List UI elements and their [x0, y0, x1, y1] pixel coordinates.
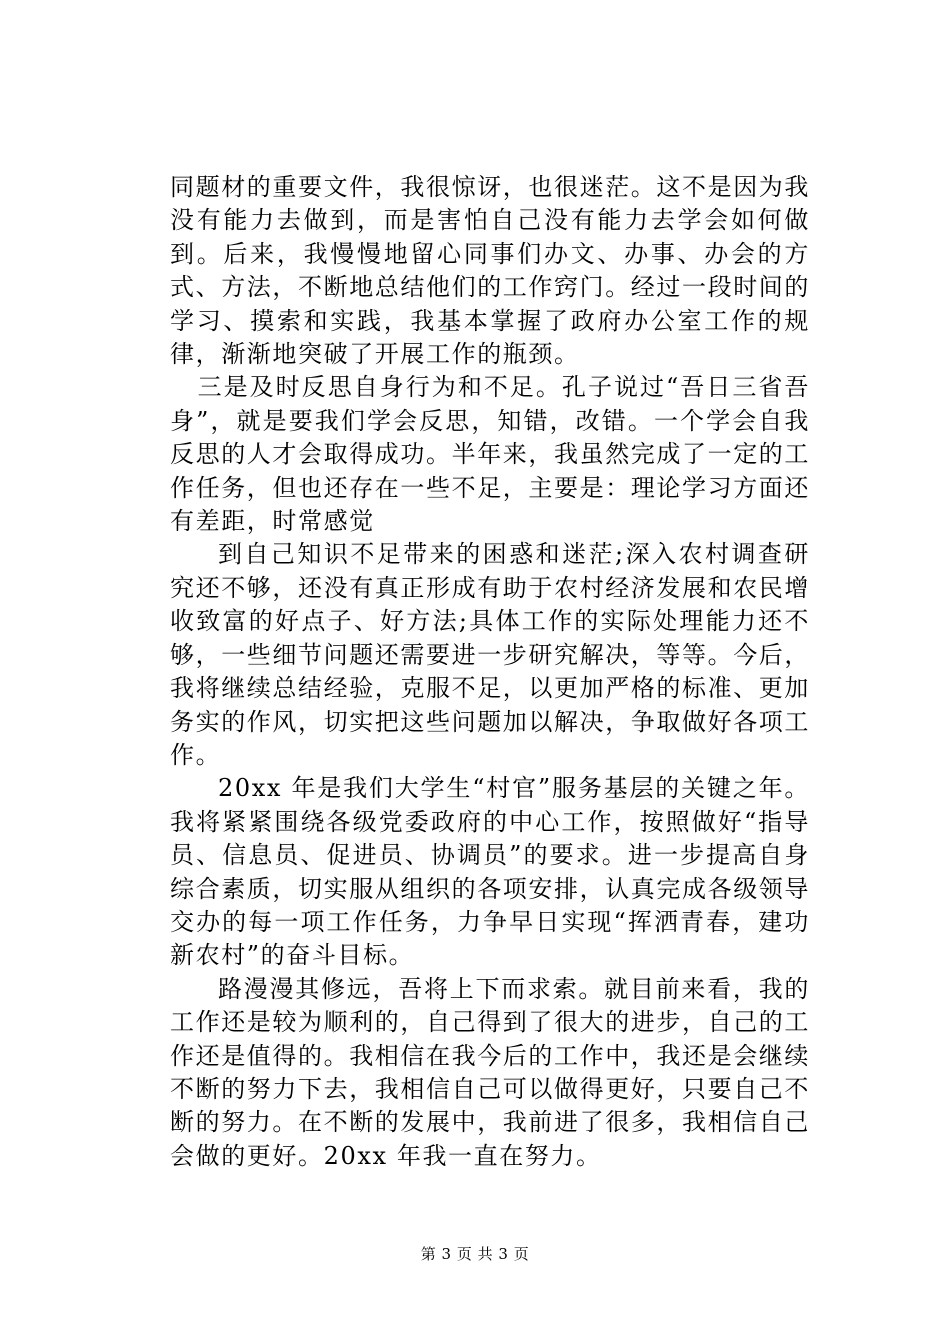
- paragraph-shortcomings: 到自己知识不足带来的困惑和迷茫;深入农村调查研究还不够，还没有真正形成有助于农村经济发展和农民增收致富的好点子、好方法;具体工作的实际处理能力还不够，一些细节问题还需要进一步研究解决，等等。今后，我将继续总结经验，克服不足，以更加严格的标准、更加务实的作风，切实把这些问题加以解决，争取做好各项工作。: [170, 540, 810, 769]
- paragraph-continuation: 同题材的重要文件，我很惊讶，也很迷茫。这不是因为我没有能力去做到，而是害怕自己没有能力去学会如何做到。后来，我慢慢地留心同事们办文、办事、办会的方式、方法，不断地总结他们的工作窍门。经过一段时间的学习、摸索和实践，我基本掌握了政府办公室工作的规律，渐渐地突破了开展工作的瓶颈。: [170, 173, 810, 369]
- document-body: [170, 171, 810, 1173]
- paragraph-plan: 20xx 年是我们大学生“村官”服务基层的关键之年。我将紧紧围绕各级党委政府的中心工作，按照做好“指导员、信息员、促进员、协调员”的要求。进一步提高自身综合素质，切实服从组织的各项安排，认真完成各级领导交办的每一项工作任务，力争早日实现“挥洒青春，建功新农村”的奋斗目标。: [170, 774, 810, 970]
- paragraph-conclusion: 路漫漫其修远，吾将上下而求索。就目前来看，我的工作还是较为顺利的，自己得到了很大的进步，自己的工作还是值得的。我相信在我今后的工作中，我还是会继续不断的努力下去，我相信自己可以做得更好，只要自己不断的努力。在不断的发展中，我前进了很多，我相信自己会做的更好。20xx 年我一直在努力。: [170, 974, 810, 1170]
- page-number-footer: 第 3 页 共 3 页: [420, 1245, 530, 1263]
- paragraph-reflection: 三是及时反思自身行为和不足。孔子说过“吾日三省吾身”，就是要我们学会反思，知错，改错。一个学会自我反思的人才会取得成功。半年来，我虽然完成了一定的工作任务，但也还存在一些不足，主要是：理论学习方面还有差距，时常感觉: [170, 373, 810, 536]
